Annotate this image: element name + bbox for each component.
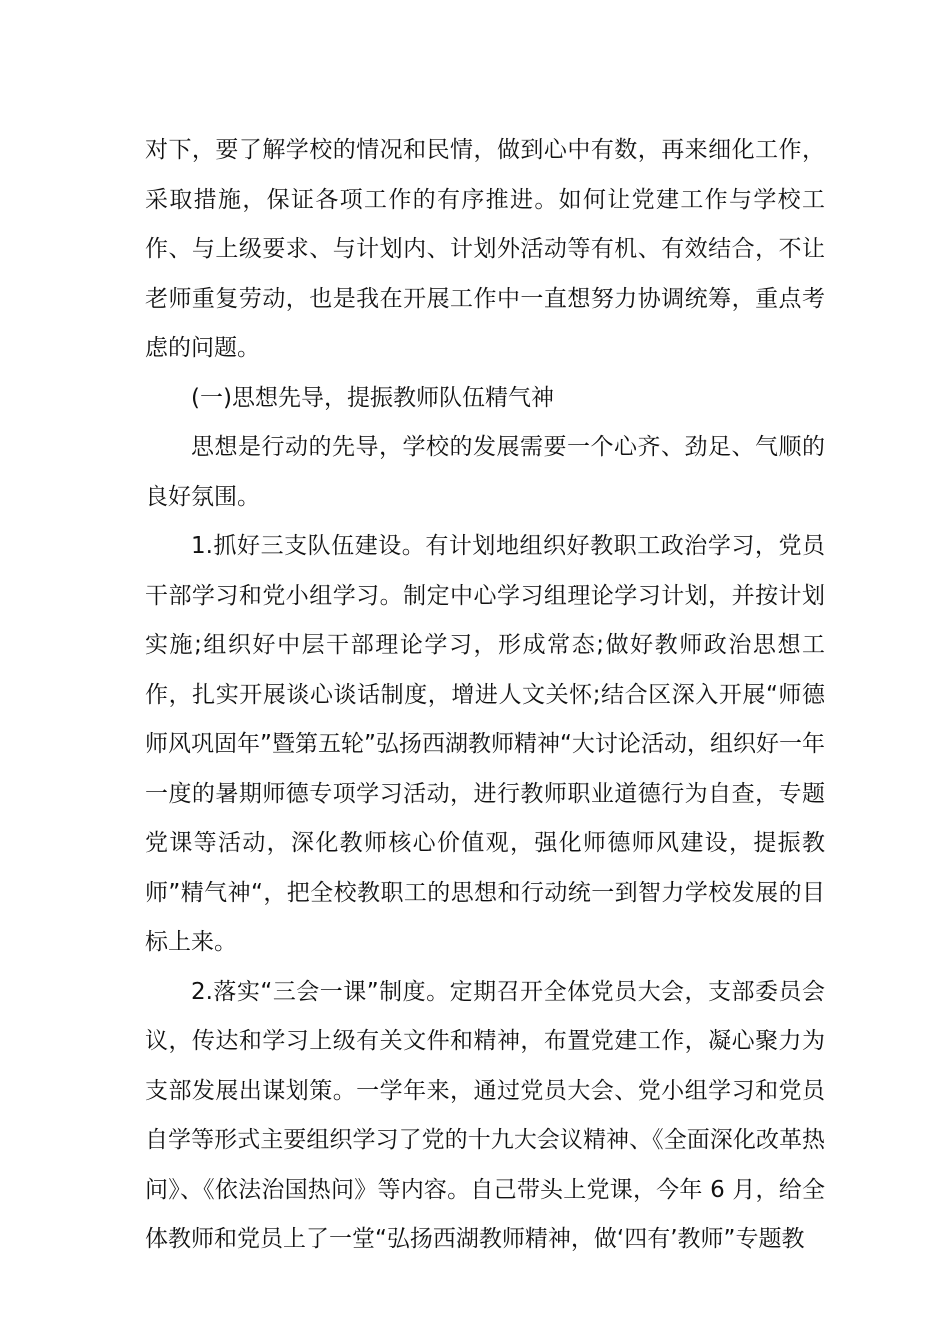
paragraph-item-2: 2.落实“三会一课”制度。定期召开全体党员大会，支部委员会议，传达和学习上级有关文件和精神，布置党建工作，凝心聚力为支部发展出谋划策。一学年来，通过党员大会、党小组学习和党员自学等形式主要组织学习了党的十九大会议精神、《全面深化改革热问》、《依法治国热问》等内容。自己带头上党课，今年 6 月，给全体教师和党员上了一堂“弘扬西湖教师精神，做‘四有’教师”专题教 [145, 978, 825, 1252]
paragraph-item-1: 1.抓好三支队伍建设。有计划地组织好教职工政治学习，党员干部学习和党小组学习。制定中心学习组理论学习计划，并按计划实施;组织好中层干部理论学习，形成常态;做好教师政治思想工作，扎实开展谈心谈话制度，增进人文关怀;结合区深入开展“师德师风巩固年”暨第五轮”弘扬西湖教师精神“大讨论活动，组织好一年一度的暑期师德专项学习活动，进行教师职业道德行为自查，专题党课等活动，深化教师核心价值观，强化师德师风建设，提振教师”精气神“，把全校教职工的思想和行动统一到智力学校发展的目标上来。 [145, 533, 825, 955]
document-body [145, 126, 825, 1265]
section-heading: (一)思想先导，提振教师队伍精气神 [191, 384, 554, 411]
paragraph-section-lead: 思想是行动的先导，学校的发展需要一个心齐、劲足、气顺的良好氛围。 [145, 434, 825, 510]
paragraph-intro: 对下，要了解学校的情况和民情，做到心中有数，再来细化工作，采取措施，保证各项工作的有序推进。如何让党建工作与学校工作、与上级要求、与计划内、计划外活动等有机、有效结合，不让老师重复劳动，也是我在开展工作中一直想努力协调统筹，重点考虑的问题。 [145, 137, 825, 361]
